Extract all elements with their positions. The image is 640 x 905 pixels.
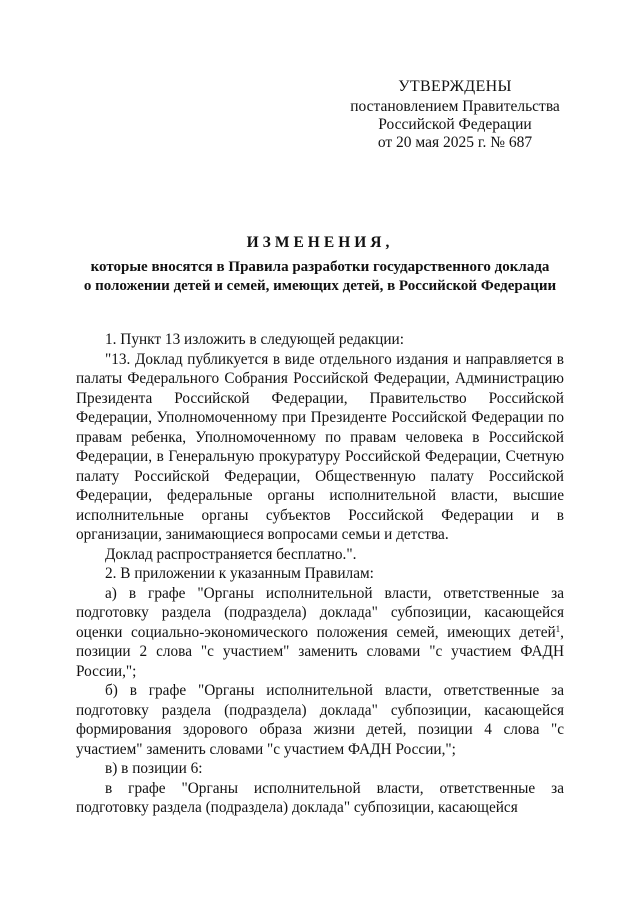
approval-stamp <box>340 78 570 152</box>
footnote-marker: 1 <box>555 623 561 634</box>
paragraph-4: 2. В приложении к указанным Правилам: <box>105 565 374 582</box>
paragraph-5-text-a: а) в графе "Органы исполнительной власти, ответственные за подготовку раздела (подраздела) доклада" субпозиции, касающейся оценки социально-экономического положения семей, имеющих детей <box>76 584 564 641</box>
document-subtitle <box>60 258 580 296</box>
subtitle-line-2: о положении детей и семей, имеющих детей, в Российской Федерации <box>83 278 557 294</box>
paragraph-1: 1. Пункт 13 изложить в следующей редакции: <box>105 331 404 348</box>
approval-line-1: постановлением Правительства <box>350 98 560 115</box>
paragraph-6: б) в графе "Органы исполнительной власти, ответственные за подготовку раздела (подраздела) доклада" субпозиции, касающейся формирования здорового образа жизни детей, позиции 4 слова "с участием" заменить словами "с участием ФАДН России,"; <box>76 682 564 758</box>
approval-line-3: от 20 мая 2025 г. № 687 <box>377 134 533 151</box>
paragraph-7: в) в позиции 6: <box>105 760 203 777</box>
paragraph-3: Доклад распространяется бесплатно.". <box>105 545 357 563</box>
document-body <box>76 330 564 818</box>
paragraph-2: "13. Доклад публикуется в виде отдельного издания и направляется в палаты Федерального Собрания Российской Федерации, Администрацию Президента Российской Федерации, Правительство Российской Федерации, Уполномоченному при Президенте Российской Федерации по правам ребенка, Уполномоченному по правам человека в Российской Федерации, в Генеральную прокуратуру Российской Федерации, Счетную палату Российской Федерации, Общественную палату Российской Федерации, федеральные органы исполнительной власти, высшие исполнительные органы субъектов Российской Федерации и в организации, занимающиеся вопросами семьи и детства. <box>76 350 564 543</box>
approval-heading: УТВЕРЖДЕНЫ <box>398 78 512 95</box>
paragraph-8: в графе "Органы исполнительной власти, ответственные за подготовку раздела (подраздела) доклада" субпозиции, касающейся <box>76 779 564 816</box>
document-title: ИЗМЕНЕНИЯ, <box>246 234 394 251</box>
paragraph-5 <box>76 584 564 682</box>
approval-line-2: Российской Федерации <box>378 116 532 133</box>
paragraph-5-text-b: , позиции 2 слова "с участием" заменить словами "с участием ФАДН России,"; <box>76 623 564 680</box>
subtitle-line-1: которые вносятся в Правила разработки государственного доклада <box>90 259 550 275</box>
